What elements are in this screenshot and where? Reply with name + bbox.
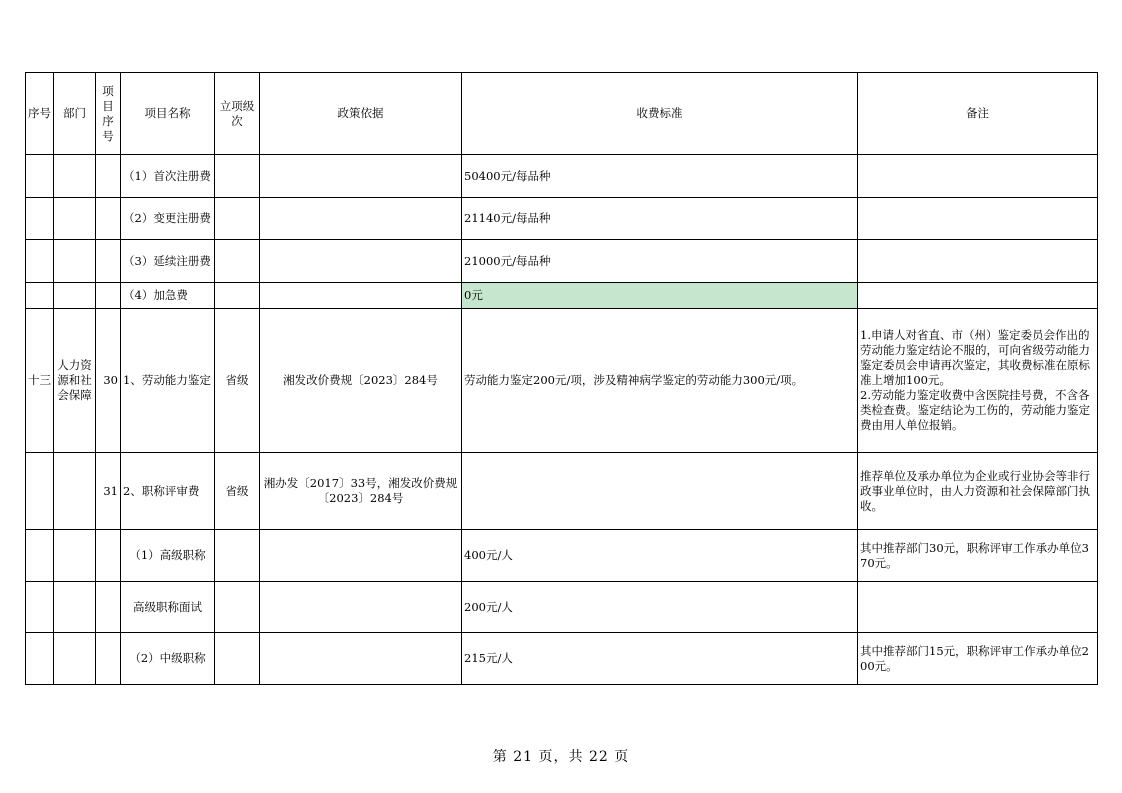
cell-item-name: （3）延续注册费	[121, 240, 215, 283]
cell-item-name: （2）变更注册费	[121, 198, 215, 240]
header-policy: 政策依据	[260, 73, 462, 155]
cell-policy	[260, 198, 462, 240]
cell-item-name: （4）加急费	[121, 283, 215, 309]
cell-remark: 推荐单位及承办单位为企业或行业协会等非行政事业单位时，由人力资源和社会保障部门执收。	[858, 453, 1098, 530]
cell-level	[215, 530, 260, 582]
cell-item-name: （1）高级职称	[121, 530, 215, 582]
table-row	[26, 240, 1098, 283]
cell-item-seq	[96, 582, 121, 633]
cell-standard	[462, 453, 858, 530]
cell-seq	[26, 240, 54, 283]
cell-standard: 50400元/每品种	[462, 155, 858, 198]
header-item-seq: 项目序号	[96, 73, 121, 155]
cell-dept: 人力资源和社会保障	[54, 309, 96, 453]
cell-item-seq: 30	[96, 309, 121, 453]
header-standard: 收费标准	[462, 73, 858, 155]
cell-item-seq	[96, 633, 121, 685]
cell-item-seq	[96, 240, 121, 283]
cell-dept	[54, 633, 96, 685]
cell-dept	[54, 453, 96, 530]
cell-policy	[260, 530, 462, 582]
cell-item-seq	[96, 283, 121, 309]
cell-seq: 十三	[26, 309, 54, 453]
cell-dept	[54, 283, 96, 309]
cell-standard: 400元/人	[462, 530, 858, 582]
table-row	[26, 633, 1098, 685]
cell-dept	[54, 240, 96, 283]
header-row	[26, 73, 1098, 155]
cell-remark	[858, 155, 1098, 198]
cell-level	[215, 155, 260, 198]
cell-dept	[54, 198, 96, 240]
fee-table	[25, 72, 1098, 685]
cell-standard: 200元/人	[462, 582, 858, 633]
cell-dept	[54, 530, 96, 582]
table-row	[26, 283, 1098, 309]
cell-standard-highlighted: 0元	[462, 283, 858, 309]
cell-seq	[26, 283, 54, 309]
header-remark: 备注	[858, 73, 1098, 155]
table-row	[26, 582, 1098, 633]
cell-item-seq	[96, 530, 121, 582]
cell-remark	[858, 283, 1098, 309]
cell-item-name: 1、劳动能力鉴定	[121, 309, 215, 453]
cell-seq	[26, 453, 54, 530]
cell-policy: 湘发改价费规〔2023〕284号	[260, 309, 462, 453]
cell-remark: 其中推荐部门15元，职称评审工作承办单位200元。	[858, 633, 1098, 685]
cell-standard: 21140元/每品种	[462, 198, 858, 240]
header-seq: 序号	[26, 73, 54, 155]
cell-standard: 劳动能力鉴定200元/项，涉及精神病学鉴定的劳动能力300元/项。	[462, 309, 858, 453]
cell-policy	[260, 283, 462, 309]
cell-item-seq	[96, 198, 121, 240]
cell-item-name: 2、职称评审费	[121, 453, 215, 530]
table-row	[26, 309, 1098, 453]
cell-remark	[858, 582, 1098, 633]
cell-item-name: （1）首次注册费	[121, 155, 215, 198]
header-level: 立项级次	[215, 73, 260, 155]
cell-policy	[260, 155, 462, 198]
cell-level	[215, 283, 260, 309]
cell-dept	[54, 582, 96, 633]
cell-item-name: 高级职称面试	[121, 582, 215, 633]
cell-level	[215, 198, 260, 240]
cell-level	[215, 240, 260, 283]
cell-item-seq: 31	[96, 453, 121, 530]
cell-remark: 1.申请人对省直、市（州）鉴定委员会作出的劳动能力鉴定结论不服的，可向省级劳动能力鉴定委员会申请再次鉴定，其收费标准在原标准上增加100元。 2.劳动能力鉴定收费中含医院挂号费，不含各类检查费。鉴定结论为工伤的，劳动能力鉴定费由用人单位报销。	[858, 309, 1098, 453]
cell-level	[215, 582, 260, 633]
cell-seq	[26, 530, 54, 582]
cell-level: 省级	[215, 453, 260, 530]
cell-policy	[260, 240, 462, 283]
cell-policy	[260, 633, 462, 685]
table-row	[26, 155, 1098, 198]
cell-level	[215, 633, 260, 685]
cell-dept	[54, 155, 96, 198]
cell-seq	[26, 582, 54, 633]
header-dept: 部门	[54, 73, 96, 155]
table-row	[26, 530, 1098, 582]
cell-standard: 21000元/每品种	[462, 240, 858, 283]
header-item-name: 项目名称	[121, 73, 215, 155]
cell-policy: 湘办发〔2017〕33号，湘发改价费规〔2023〕284号	[260, 453, 462, 530]
cell-seq	[26, 633, 54, 685]
cell-item-name: （2）中级职称	[121, 633, 215, 685]
cell-seq	[26, 155, 54, 198]
cell-remark: 其中推荐部门30元，职称评审工作承办单位370元。	[858, 530, 1098, 582]
cell-item-seq	[96, 155, 121, 198]
table-row	[26, 453, 1098, 530]
cell-remark	[858, 198, 1098, 240]
cell-remark	[858, 240, 1098, 283]
table-row	[26, 198, 1098, 240]
page-number-footer: 第 21 页，共 22 页	[492, 749, 630, 765]
cell-standard: 215元/人	[462, 633, 858, 685]
cell-level: 省级	[215, 309, 260, 453]
cell-seq	[26, 198, 54, 240]
cell-policy	[260, 582, 462, 633]
